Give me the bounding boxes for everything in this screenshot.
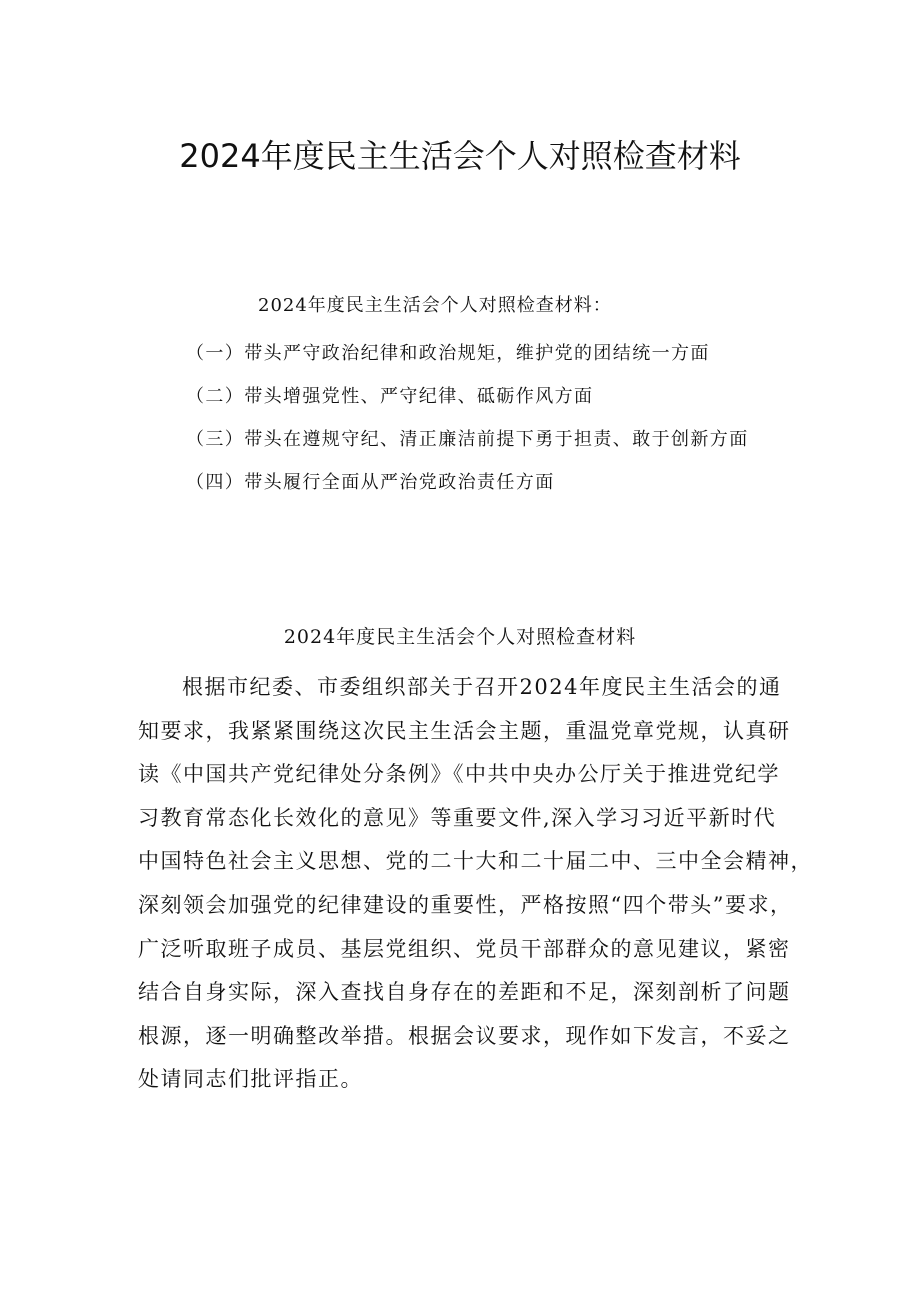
paragraph-line: 处请同志们批评指正。 (138, 1067, 363, 1092)
section-title: 2024年度民主生活会个人对照检查材料 (283, 626, 637, 648)
paragraph-line: 根据市纪委、市委组织部关于召开2024年度民主生活会的通 (182, 675, 782, 699)
paragraph-line: 知要求，我紧紧围绕这次民主生活会主题，重温党章党规，认真研 (138, 718, 791, 743)
paragraph-line: 根源，逐一明确整改举措。根据会议要求，现作如下发言，不妥之 (138, 1023, 791, 1048)
toc-heading: 2024年度民主生活会个人对照检查材料： (258, 295, 612, 316)
paragraph-line: 广泛听取班子成员、基层党组织、党员干部群众的意见建议，紧密 (138, 936, 791, 961)
paragraph-line: 结合自身实际，深入查找自身存在的差距和不足，深刻剖析了问题 (138, 980, 791, 1005)
toc-item: （一）带头严守政治纪律和政治规矩，维护党的团结统一方面 (186, 343, 710, 364)
paragraph-line: 读《中国共产党纪律处分条例》《中共中央办公厅关于推进党纪学 (138, 762, 780, 787)
paragraph-line: 中国特色社会主义思想、党的二十大和二十届二中、三中全会精神， (138, 849, 813, 874)
toc-list (186, 340, 749, 512)
toc-item: （二）带头增强党性、严守纪律、砥砺作风方面 (186, 386, 594, 407)
body-paragraph (138, 672, 813, 1108)
toc-item: （三）带头在遵规守纪、清正廉洁前提下勇于担责、敢于创新方面 (186, 429, 749, 450)
toc-item: （四）带头履行全面从严治党政治责任方面 (186, 472, 555, 493)
page-title: 2024年度民主生活会个人对照检查材料 (179, 137, 741, 175)
paragraph-line: 习教育常态化长效化的意见》等重要文件,深入学习习近平新时代 (138, 805, 777, 830)
paragraph-line: 深刻领会加强党的纪律建设的重要性，严格按照“四个带头”要求， (138, 892, 793, 917)
